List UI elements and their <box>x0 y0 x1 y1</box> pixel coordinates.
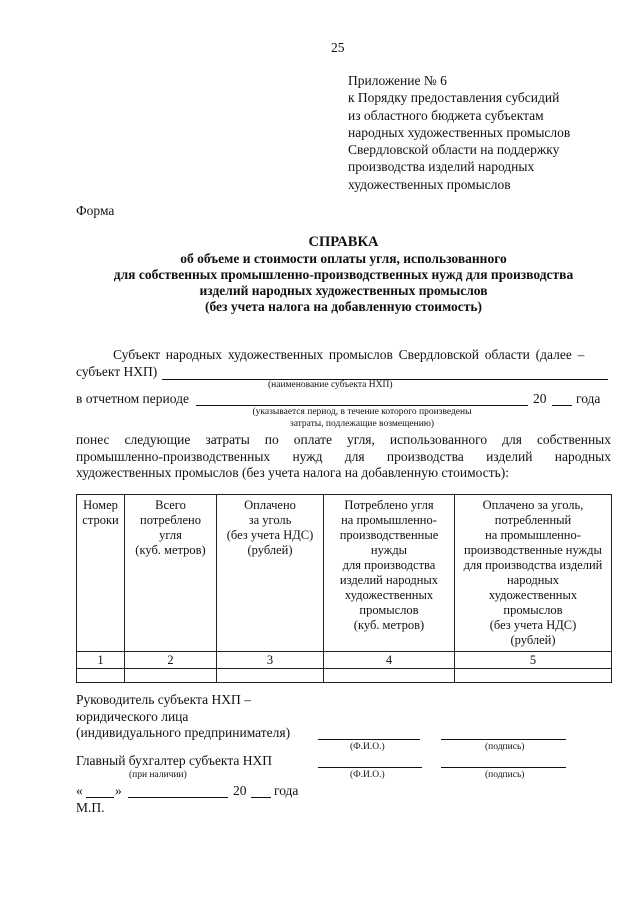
appendix-line: Приложение № 6 <box>348 73 447 88</box>
date-day-line[interactable] <box>86 797 114 798</box>
accountant-sign-hint: (подпись) <box>485 770 525 780</box>
accountant-sign-line[interactable] <box>441 767 566 768</box>
title-main: СПРАВКА <box>308 234 379 250</box>
subject-label: субъект НХП) <box>76 364 158 379</box>
col-number: 2 <box>125 652 217 669</box>
head-line: юридического лица <box>76 708 189 724</box>
accountant-fio-hint: (Ф.И.О.) <box>350 770 385 780</box>
date-year-prefix: 20 <box>233 783 247 798</box>
head-line: Руководитель субъекта НХП – <box>76 692 251 707</box>
period-year-prefix: 20 <box>533 391 547 406</box>
table-cell[interactable] <box>324 669 455 683</box>
appendix-line: народных художественных промыслов <box>348 124 571 140</box>
header-consumed-production: Потреблено угля на промышленно- производственные нужды для производства изделий народных художественных промыслов (куб. метров) <box>324 495 455 652</box>
costs-paragraph <box>76 432 611 482</box>
hint-period <box>196 406 528 430</box>
header-row-number: Номер строки <box>77 495 125 652</box>
date-year-line[interactable] <box>251 797 271 798</box>
title-line: для собственных промышленно-производственных нужд для производства <box>113 267 574 282</box>
period-label: в отчетном периоде <box>76 391 189 406</box>
accountant-label: Главный бухгалтер субъекта НХП <box>76 753 272 768</box>
period-year-line[interactable] <box>552 405 572 406</box>
table-header-row <box>77 495 612 652</box>
table-cell[interactable] <box>77 669 125 683</box>
costs-table <box>76 494 612 683</box>
page-number: 25 <box>331 40 345 55</box>
hint-period-line: (указывается период, в течение которого произведены <box>252 407 472 417</box>
appendix-line: к Порядку предоставления субсидий <box>348 90 560 106</box>
title-line: об объеме и стоимости оплаты угля, использованного <box>180 251 507 266</box>
costs-line: понес следующие затраты по оплате угля, использованного для собственных <box>76 432 611 447</box>
costs-line: промышленно-производственных нужд для производства изделий народных <box>76 448 611 464</box>
table-row <box>77 669 612 683</box>
header-paid-production: Оплачено за уголь, потребленный на промышленно- производственные нужды для производства изделий народных художественных промыслов (без учета НДС) (рублей) <box>455 495 612 652</box>
date-close-quote: » <box>115 783 122 798</box>
head-fio-hint: (Ф.И.О.) <box>350 742 385 752</box>
appendix-line: из областного бюджета субъектам <box>348 107 544 123</box>
appendix-block <box>348 72 570 193</box>
costs-line: художественных промыслов (без учета налога на добавленную стоимость): <box>76 465 510 480</box>
accountant-fio-line[interactable] <box>318 767 422 768</box>
header-paid-coal: Оплачено за уголь (без учета НДС) (рублей) <box>217 495 324 652</box>
date-open-quote: « <box>76 783 83 798</box>
col-number: 4 <box>324 652 455 669</box>
appendix-line: Свердловской области на поддержку <box>348 142 560 158</box>
period-year-suffix: года <box>576 391 601 406</box>
document-title <box>76 234 611 315</box>
head-sign-hint: (подпись) <box>485 742 525 752</box>
table-cell[interactable] <box>217 669 324 683</box>
appendix-line: производства изделий народных <box>348 159 535 175</box>
date-year-suffix: года <box>274 783 299 798</box>
header-total-consumed: Всего потреблено угля (куб. метров) <box>125 495 217 652</box>
accountant-if-any-hint: (при наличии) <box>129 770 187 780</box>
table-number-row <box>77 652 612 669</box>
head-line: (индивидуального предпринимателя) <box>76 725 291 740</box>
stamp-label: М.П. <box>76 800 105 815</box>
table-cell[interactable] <box>125 669 217 683</box>
title-line: (без учета налога на добавленную стоимость) <box>204 299 483 314</box>
appendix-line: художественных промыслов <box>348 176 511 192</box>
col-number: 1 <box>77 652 125 669</box>
table-cell[interactable] <box>455 669 612 683</box>
head-signature-label <box>76 692 290 742</box>
title-line: изделий народных художественных промыслов <box>199 283 488 298</box>
hint-period-line: затраты, подлежащие возмещению) <box>289 419 435 429</box>
hint-subject-name: (наименование субъекта НХП) <box>268 380 393 390</box>
date-month-line[interactable] <box>128 797 228 798</box>
head-fio-line[interactable] <box>318 739 420 740</box>
col-number: 5 <box>455 652 612 669</box>
head-sign-line[interactable] <box>441 739 566 740</box>
col-number: 3 <box>217 652 324 669</box>
form-label: Форма <box>76 203 115 218</box>
subject-paragraph-line1: Субъект народных художественных промыслов Свердловской области (далее – <box>113 347 585 362</box>
